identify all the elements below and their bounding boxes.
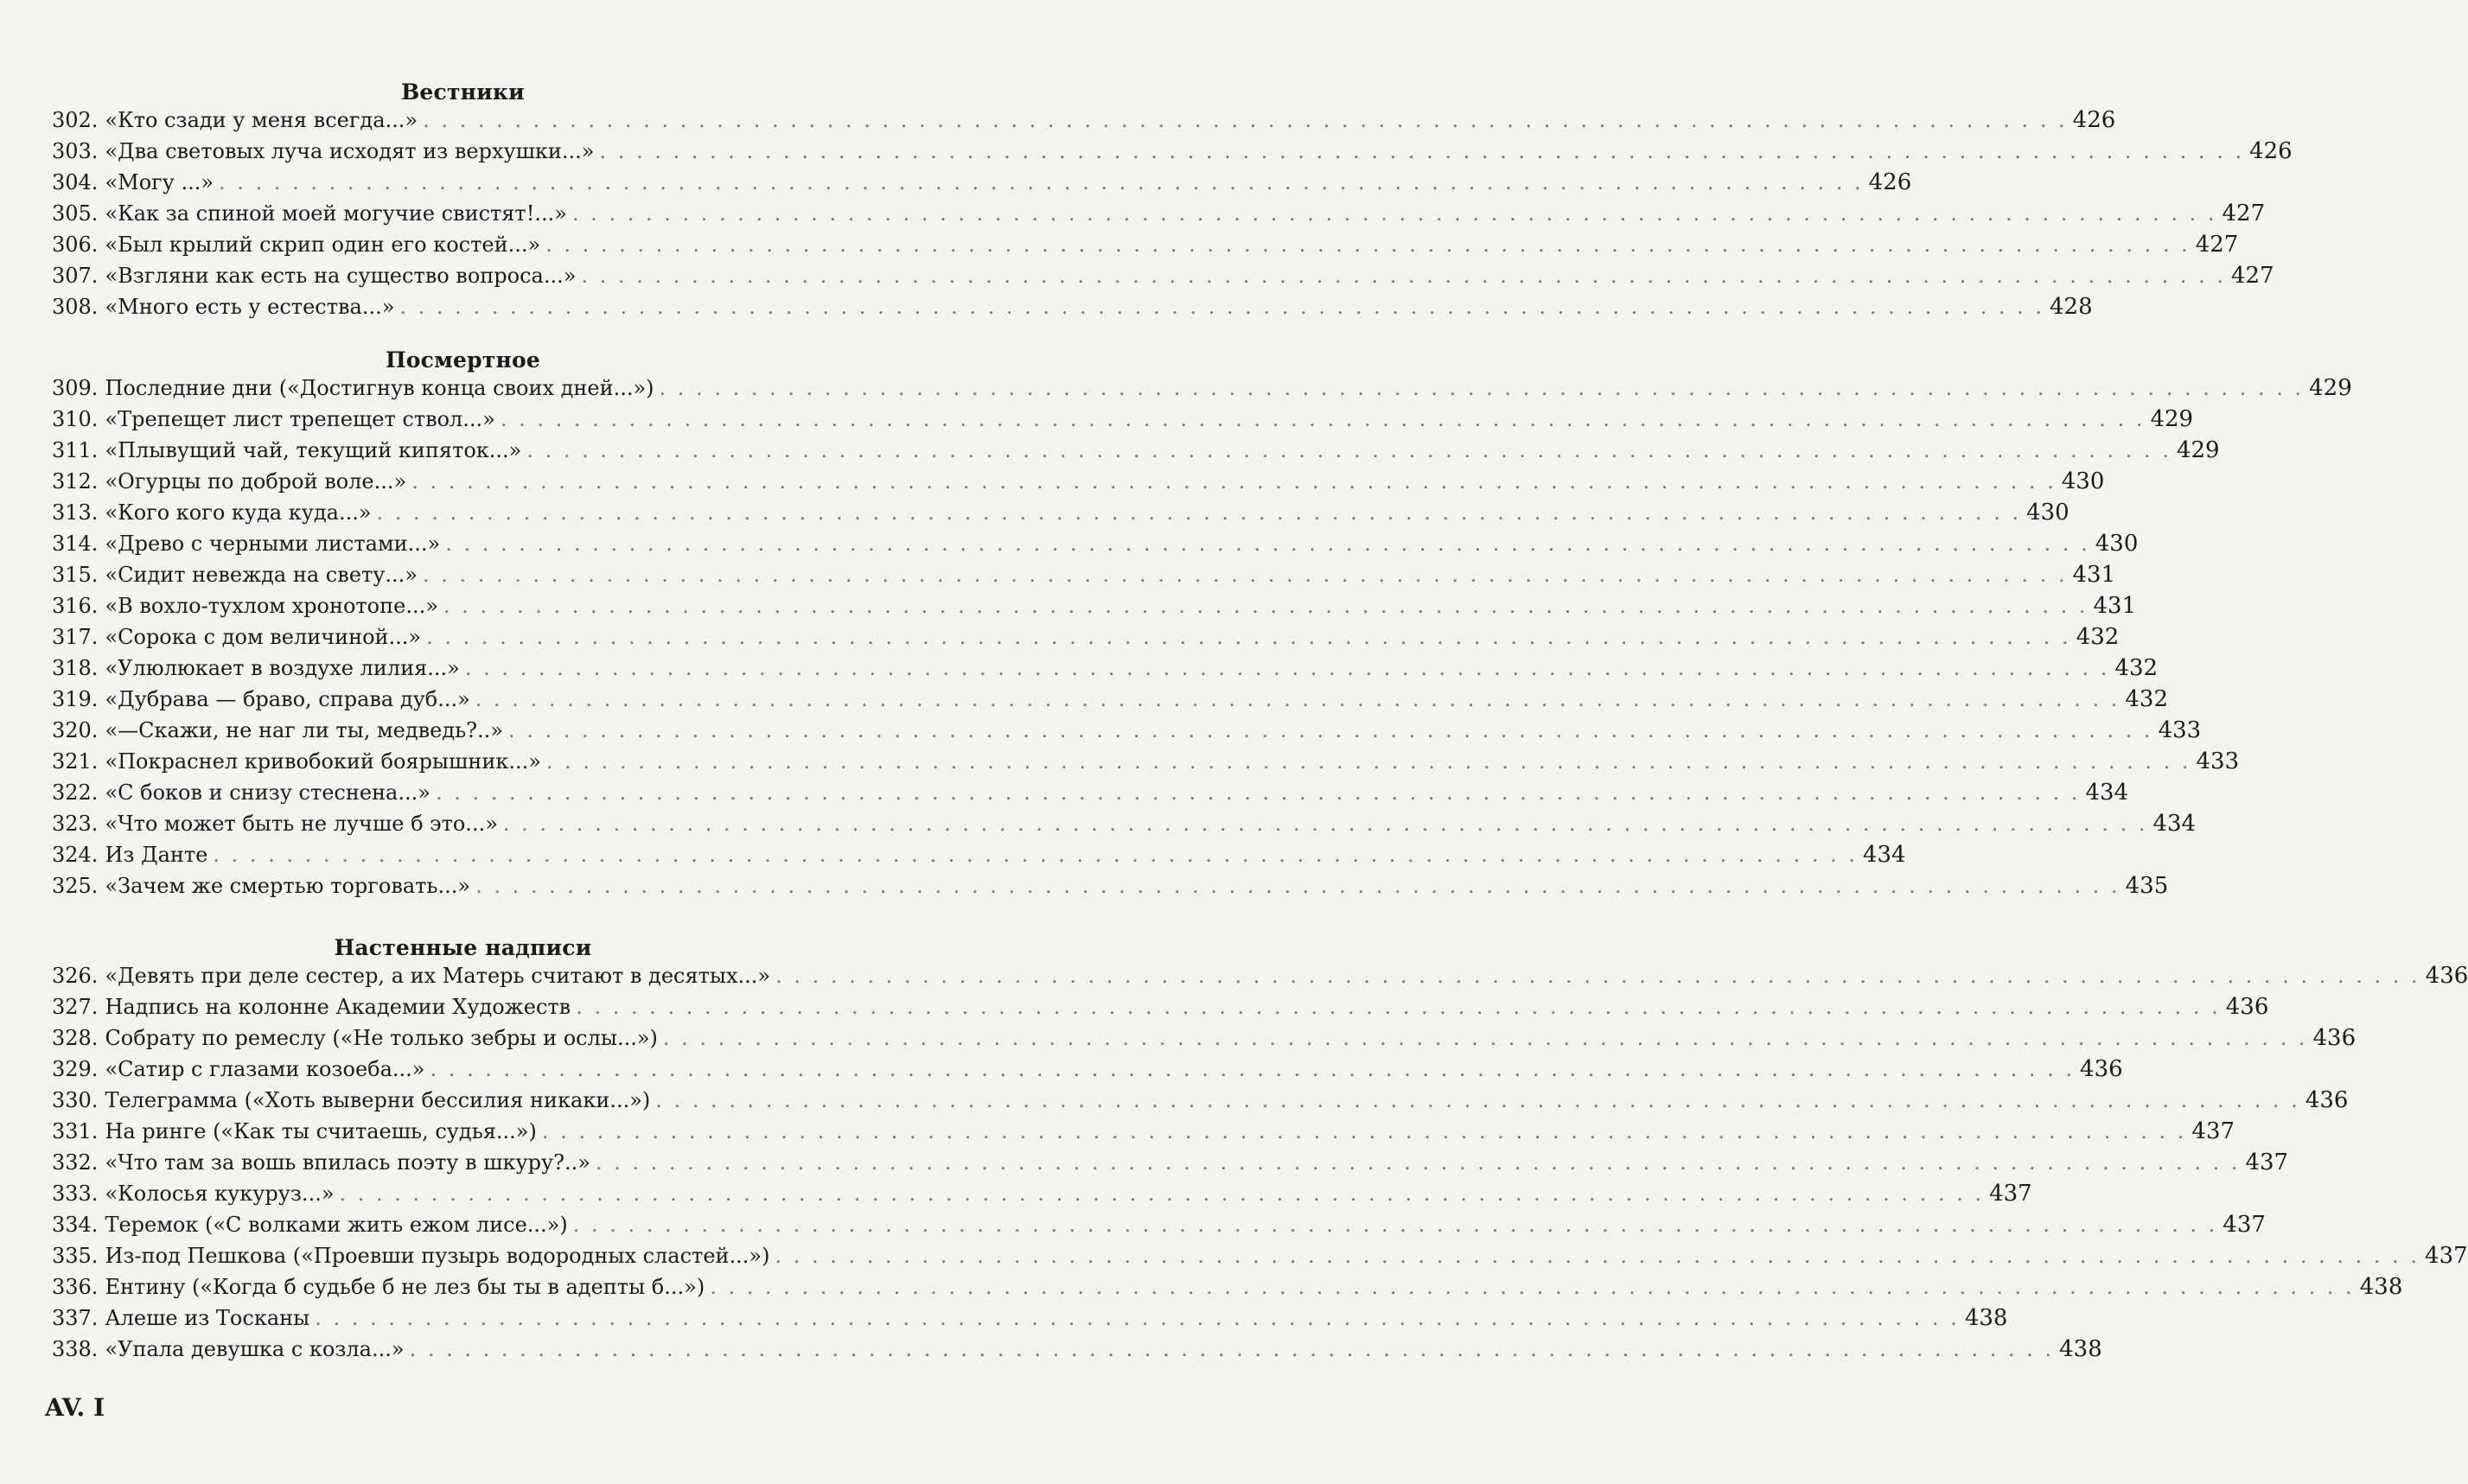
entry-number: 320. — [52, 718, 99, 742]
toc-entry — [52, 686, 2168, 717]
entry-title: Теремок («С волками жить ежом лисе...») — [105, 1213, 568, 1237]
entry-title: «Дубрава — браво, справа дуб...» — [105, 687, 470, 711]
dot-leader — [508, 718, 2153, 742]
entry-title: Из Данте — [105, 843, 208, 867]
dot-leader — [501, 407, 2146, 431]
entry-number: 303. — [52, 139, 99, 163]
entry-page: 433 — [2196, 748, 2240, 774]
entry-title: «Улюлюкает в воздухе лилия...» — [105, 656, 460, 680]
entry-number: 316. — [52, 594, 99, 618]
dot-leader — [377, 500, 2022, 525]
entry-title: Последние дни («Достигнув конца своих дней...») — [105, 376, 654, 400]
dot-leader — [436, 780, 2081, 805]
entry-title: Надпись на колонне Академии Художеств — [105, 995, 571, 1019]
toc-entry — [52, 1118, 2235, 1150]
dot-leader — [573, 1213, 2218, 1237]
dot-leader — [660, 376, 2305, 400]
entry-title: «Два световых луча исходят из верхушки...» — [105, 139, 595, 163]
toc-entry — [52, 1274, 2403, 1305]
toc-entry — [52, 1212, 2266, 1243]
dot-leader — [445, 532, 2090, 556]
dot-leader — [663, 1026, 2308, 1050]
entry-number: 338. — [52, 1337, 99, 1361]
dot-leader — [315, 1306, 1960, 1330]
toc-entry — [52, 437, 2220, 468]
entry-number: 327. — [52, 995, 99, 1019]
entry-number: 330. — [52, 1088, 99, 1112]
toc-entry — [52, 107, 2116, 138]
dot-leader — [576, 995, 2221, 1019]
entry-title: Алеше из Тосканы — [105, 1306, 310, 1330]
entry-number: 311. — [52, 438, 99, 462]
toc-entry — [52, 717, 2202, 748]
entry-page: 429 — [2150, 406, 2194, 432]
entry-title: «В вохло-тухлом хронотопе...» — [105, 594, 438, 618]
entry-page: 437 — [2222, 1212, 2266, 1238]
entry-title: «Что может быть не лучше б это...» — [105, 812, 498, 836]
section-title-vestniki: Вестники — [401, 80, 525, 105]
entry-number: 308. — [52, 295, 99, 319]
entry-page: 430 — [2026, 500, 2069, 525]
entry-number: 336. — [52, 1275, 99, 1299]
entry-page: 429 — [2309, 375, 2352, 401]
entry-number: 317. — [52, 625, 99, 649]
entry-number: 332. — [52, 1150, 99, 1175]
entry-page: 432 — [2114, 655, 2159, 681]
entry-page: 435 — [2125, 873, 2169, 899]
entry-title: «Плывущий чай, текущий кипяток...» — [105, 438, 522, 462]
entry-page: 430 — [2095, 531, 2139, 557]
entry-page: 426 — [2249, 138, 2293, 164]
entry-number: 333. — [52, 1181, 99, 1206]
entry-title: «Сорока с дом величиной...» — [105, 625, 422, 649]
entry-title: Телеграмма («Хоть выверни бессилия никаки...») — [105, 1088, 651, 1112]
dot-leader — [581, 264, 2226, 288]
entry-number: 331. — [52, 1119, 99, 1143]
entry-number: 310. — [52, 407, 99, 431]
entry-title: «Упала девушка с козла...» — [105, 1337, 405, 1361]
dot-leader — [596, 1150, 2241, 1175]
section-title-nastennye-nadpisi: Настенные надписи — [334, 935, 592, 960]
entry-page: 436 — [2080, 1056, 2123, 1082]
dot-leader — [399, 295, 2044, 319]
dot-leader — [572, 201, 2217, 226]
toc-entry — [52, 1181, 2032, 1212]
toc-entry — [52, 263, 2274, 294]
entry-number: 305. — [52, 201, 99, 226]
toc-entry — [52, 748, 2240, 780]
entry-page: 432 — [2125, 686, 2168, 712]
toc-entry — [52, 873, 2169, 904]
toc-entry — [52, 1056, 2123, 1087]
toc-entry — [52, 138, 2293, 169]
entry-number: 329. — [52, 1057, 99, 1081]
entry-number: 323. — [52, 812, 99, 836]
dot-leader — [475, 874, 2120, 898]
toc-entry — [52, 562, 2116, 593]
toc-entry — [52, 624, 2120, 655]
dot-leader — [775, 1244, 2420, 1268]
entry-title: Собрату по ремеслу («Не только зебры и ослы...») — [105, 1026, 658, 1050]
dot-leader — [526, 438, 2171, 462]
entry-number: 306. — [52, 232, 99, 257]
toc-entry — [52, 468, 2105, 500]
entry-number: 319. — [52, 687, 99, 711]
entry-title: «—Скажи, не наг ли ты, медведь?..» — [105, 718, 503, 742]
section-title-posmertnoe: Посмертное — [386, 347, 540, 373]
toc-entry — [52, 1243, 2468, 1274]
entry-page: 429 — [2176, 437, 2220, 463]
toc-entry — [52, 1087, 2349, 1118]
dot-leader — [775, 964, 2420, 988]
entry-number: 309. — [52, 376, 99, 400]
entry-page: 437 — [2191, 1118, 2235, 1144]
entry-title: Из-под Пешкова («Проевши пузырь водородных сластей...») — [105, 1244, 770, 1268]
entry-title: Ентину («Когда б судьбе б не лез бы ты в адепты б...») — [105, 1275, 705, 1299]
toc-entry — [52, 963, 2468, 994]
dot-leader — [503, 812, 2148, 836]
entry-page: 438 — [2359, 1274, 2403, 1300]
entry-page: 436 — [2312, 1025, 2356, 1051]
dot-leader — [423, 563, 2068, 587]
entry-page: 427 — [2222, 201, 2266, 226]
entry-number: 337. — [52, 1306, 99, 1330]
entry-title: «Девять при деле сестер, а их Матерь считают в десятых...» — [105, 964, 771, 988]
toc-entry — [52, 1025, 2356, 1056]
entry-page: 431 — [2072, 562, 2116, 588]
entry-title: На ринге («Как ты считаешь, судья...») — [105, 1119, 537, 1143]
toc-entry — [52, 1305, 2008, 1336]
toc-entry — [52, 842, 1906, 873]
entry-number: 312. — [52, 469, 99, 494]
toc-entry — [52, 780, 2129, 811]
entry-title: «Взгляни как есть на существо вопроса...» — [105, 264, 577, 288]
toc-entry — [52, 169, 1912, 201]
dot-leader — [542, 1119, 2187, 1143]
dot-leader — [465, 656, 2110, 680]
entry-number: 315. — [52, 563, 99, 587]
page-footer-signature: AV. I — [45, 1393, 105, 1422]
entry-page: 431 — [2093, 593, 2137, 619]
entry-title: «Как за спиной моей могучие свистят!...» — [105, 201, 567, 226]
entry-page: 436 — [2305, 1087, 2349, 1113]
entry-number: 324. — [52, 843, 99, 867]
dot-leader — [219, 170, 1864, 194]
entry-title: «Зачем же смертью торговать...» — [105, 874, 471, 898]
dot-leader — [423, 108, 2068, 132]
entry-page: 436 — [2225, 994, 2269, 1020]
toc-entry — [52, 375, 2352, 406]
toc-entry — [52, 201, 2266, 232]
dot-leader — [546, 749, 2191, 774]
entry-page: 428 — [2049, 294, 2093, 320]
toc-entry — [52, 1150, 2289, 1181]
entry-page: 427 — [2230, 263, 2274, 289]
toc-entry — [52, 500, 2069, 531]
dot-leader — [410, 1337, 2055, 1361]
toc-entry — [52, 994, 2269, 1025]
entry-number: 335. — [52, 1244, 99, 1268]
entry-number: 321. — [52, 749, 99, 774]
toc-entry — [52, 406, 2194, 437]
entry-number: 318. — [52, 656, 99, 680]
entry-page: 436 — [2425, 963, 2468, 989]
toc-entry — [52, 811, 2197, 842]
entry-title: «Сатир с глазами козоеба...» — [105, 1057, 425, 1081]
entry-title: «Был крылий скрип один его костей...» — [105, 232, 541, 257]
entry-number: 334. — [52, 1213, 99, 1237]
entry-page: 426 — [1868, 169, 1912, 195]
entry-page: 438 — [2059, 1336, 2102, 1362]
toc-entry — [52, 232, 2239, 263]
dot-leader — [340, 1181, 1985, 1206]
entry-page: 437 — [1989, 1181, 2032, 1207]
entry-number: 322. — [52, 780, 99, 805]
entry-page: 438 — [1964, 1305, 2008, 1331]
entry-title: «Трепещет лист трепещет ствол...» — [105, 407, 495, 431]
entry-page: 434 — [1862, 842, 1906, 868]
entry-page: 437 — [2425, 1243, 2468, 1269]
dot-leader — [213, 843, 1858, 867]
dot-leader — [600, 139, 2245, 163]
entry-page: 427 — [2195, 232, 2239, 258]
entry-title: «Сидит невежда на свету...» — [105, 563, 418, 587]
entry-title: «Кого кого куда куда...» — [105, 500, 372, 525]
dot-leader — [411, 469, 2057, 494]
entry-page: 434 — [2152, 811, 2197, 837]
toc-entry — [52, 593, 2137, 624]
entry-title: «Колосья кукуруз...» — [105, 1181, 335, 1206]
dot-leader — [475, 687, 2120, 711]
entry-page: 433 — [2158, 717, 2202, 743]
entry-title: «Огурцы по доброй воле...» — [105, 469, 407, 494]
dot-leader — [430, 1057, 2075, 1081]
entry-number: 326. — [52, 964, 99, 988]
entry-title: «Много есть у естества...» — [105, 295, 395, 319]
entry-number: 302. — [52, 108, 99, 132]
entry-title: «Древо с черными листами...» — [105, 532, 441, 556]
entry-title: «С боков и снизу стеснена...» — [105, 780, 430, 805]
dot-leader — [426, 625, 2071, 649]
dot-leader — [443, 594, 2089, 618]
entry-page: 430 — [2061, 468, 2105, 494]
toc-entry — [52, 294, 2093, 325]
dot-leader — [545, 232, 2191, 257]
entry-number: 328. — [52, 1026, 99, 1050]
entry-title: «Что там за вошь впилась поэту в шкуру?..» — [105, 1150, 590, 1175]
entry-number: 307. — [52, 264, 99, 288]
dot-leader — [710, 1275, 2355, 1299]
entry-title: «Могу ...» — [105, 170, 214, 194]
toc-entry — [52, 531, 2139, 562]
toc-entry — [52, 655, 2159, 686]
toc-entry — [52, 1336, 2102, 1367]
entry-page: 434 — [2085, 780, 2129, 806]
entry-title: «Кто сзади у меня всегда...» — [105, 108, 418, 132]
entry-page: 432 — [2076, 624, 2120, 650]
entry-number: 304. — [52, 170, 99, 194]
entry-number: 325. — [52, 874, 99, 898]
entry-number: 313. — [52, 500, 99, 525]
entry-title: «Покраснел кривобокий боярышник...» — [105, 749, 541, 774]
dot-leader — [655, 1088, 2300, 1112]
entry-number: 314. — [52, 532, 99, 556]
entry-page: 437 — [2245, 1150, 2289, 1175]
entry-page: 426 — [2072, 107, 2116, 133]
